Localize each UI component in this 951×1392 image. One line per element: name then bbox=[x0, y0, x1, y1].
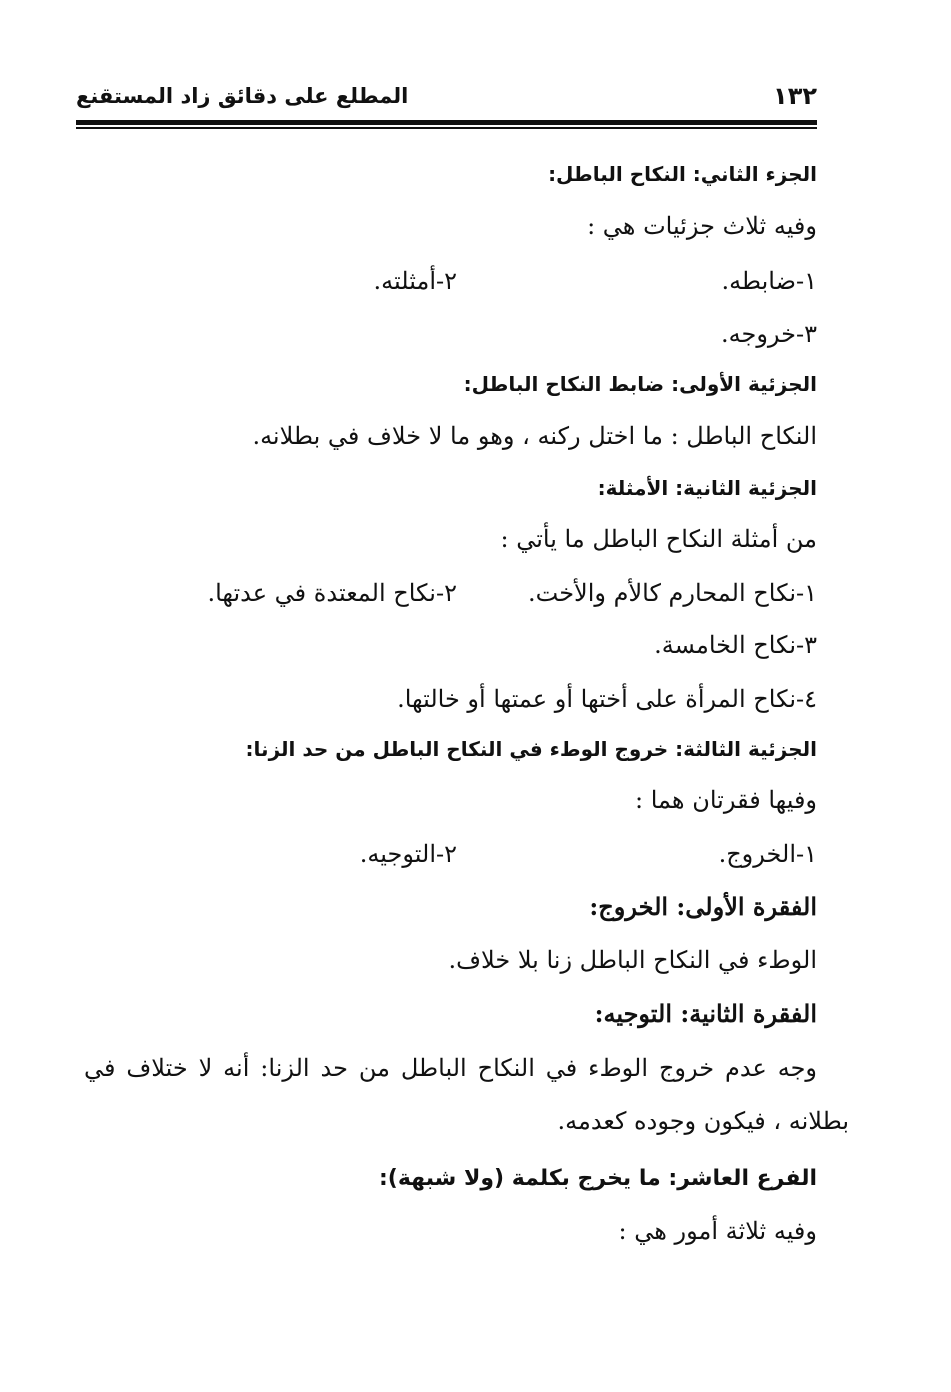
list-item: ٣-خروجه. bbox=[721, 320, 817, 348]
branch-heading: الفرع العاشر: ما يخرج بكلمة (ولا شبهة): bbox=[378, 1166, 817, 1191]
book-title: المطلع على دقائق زاد المستقنع bbox=[76, 84, 409, 108]
list-item: ٢-نكاح المعتدة في عدتها. bbox=[207, 579, 457, 607]
list-item: ٤-نكاح المرأة على أختها أو عمتها أو خالتها. bbox=[397, 685, 817, 713]
paragraph: النكاح الباطل : ما اختل ركنه ، وهو ما لا خلاف في بطلانه. bbox=[252, 422, 817, 450]
subsection-heading: الجزئية الأولى: ضابط النكاح الباطل: bbox=[463, 372, 817, 396]
paragraph-heading: الفقرة الأولى: الخروج: bbox=[589, 892, 817, 921]
page-number: ١٣٢ bbox=[773, 82, 817, 110]
subsection-heading: الجزئية الثانية: الأمثلة: bbox=[597, 476, 817, 500]
paragraph: الوطء في النكاح الباطل زنا بلا خلاف. bbox=[448, 946, 817, 974]
list-item: ١-نكاح المحارم كالأم والأخت. bbox=[528, 579, 817, 607]
section-heading: الجزء الثاني: النكاح الباطل: bbox=[548, 162, 817, 186]
paragraph: وجه عدم خروج الوطء في النكاح الباطل من حد الزنا: أنه لا ختلاف في bbox=[84, 1054, 817, 1082]
header-rule-thick bbox=[76, 120, 817, 125]
list-item: ١-الخروج. bbox=[718, 840, 817, 868]
list-item: ٢-أمثلته. bbox=[373, 267, 457, 295]
list-item: ٣-نكاح الخامسة. bbox=[654, 631, 817, 659]
list-item: ٢-التوجيه. bbox=[359, 840, 457, 868]
paragraph-heading: الفقرة الثانية: التوجيه: bbox=[594, 999, 817, 1028]
subsection-heading: الجزئية الثالثة: خروج الوطء في النكاح الباطل من حد الزنا: bbox=[245, 737, 817, 761]
paragraph: من أمثلة النكاح الباطل ما يأتي : bbox=[500, 525, 817, 553]
paragraph: بطلانه ، فيكون وجوده كعدمه. bbox=[557, 1107, 849, 1135]
list-item: ١-ضابطه. bbox=[721, 267, 817, 295]
running-header bbox=[76, 76, 817, 120]
intro-line: وفيه ثلاث جزئيات هي : bbox=[587, 212, 817, 240]
paragraph: وفيها فقرتان هما : bbox=[635, 786, 817, 814]
paragraph: وفيه ثلاثة أمور هي : bbox=[618, 1217, 817, 1245]
header-rule-thin bbox=[76, 127, 817, 129]
